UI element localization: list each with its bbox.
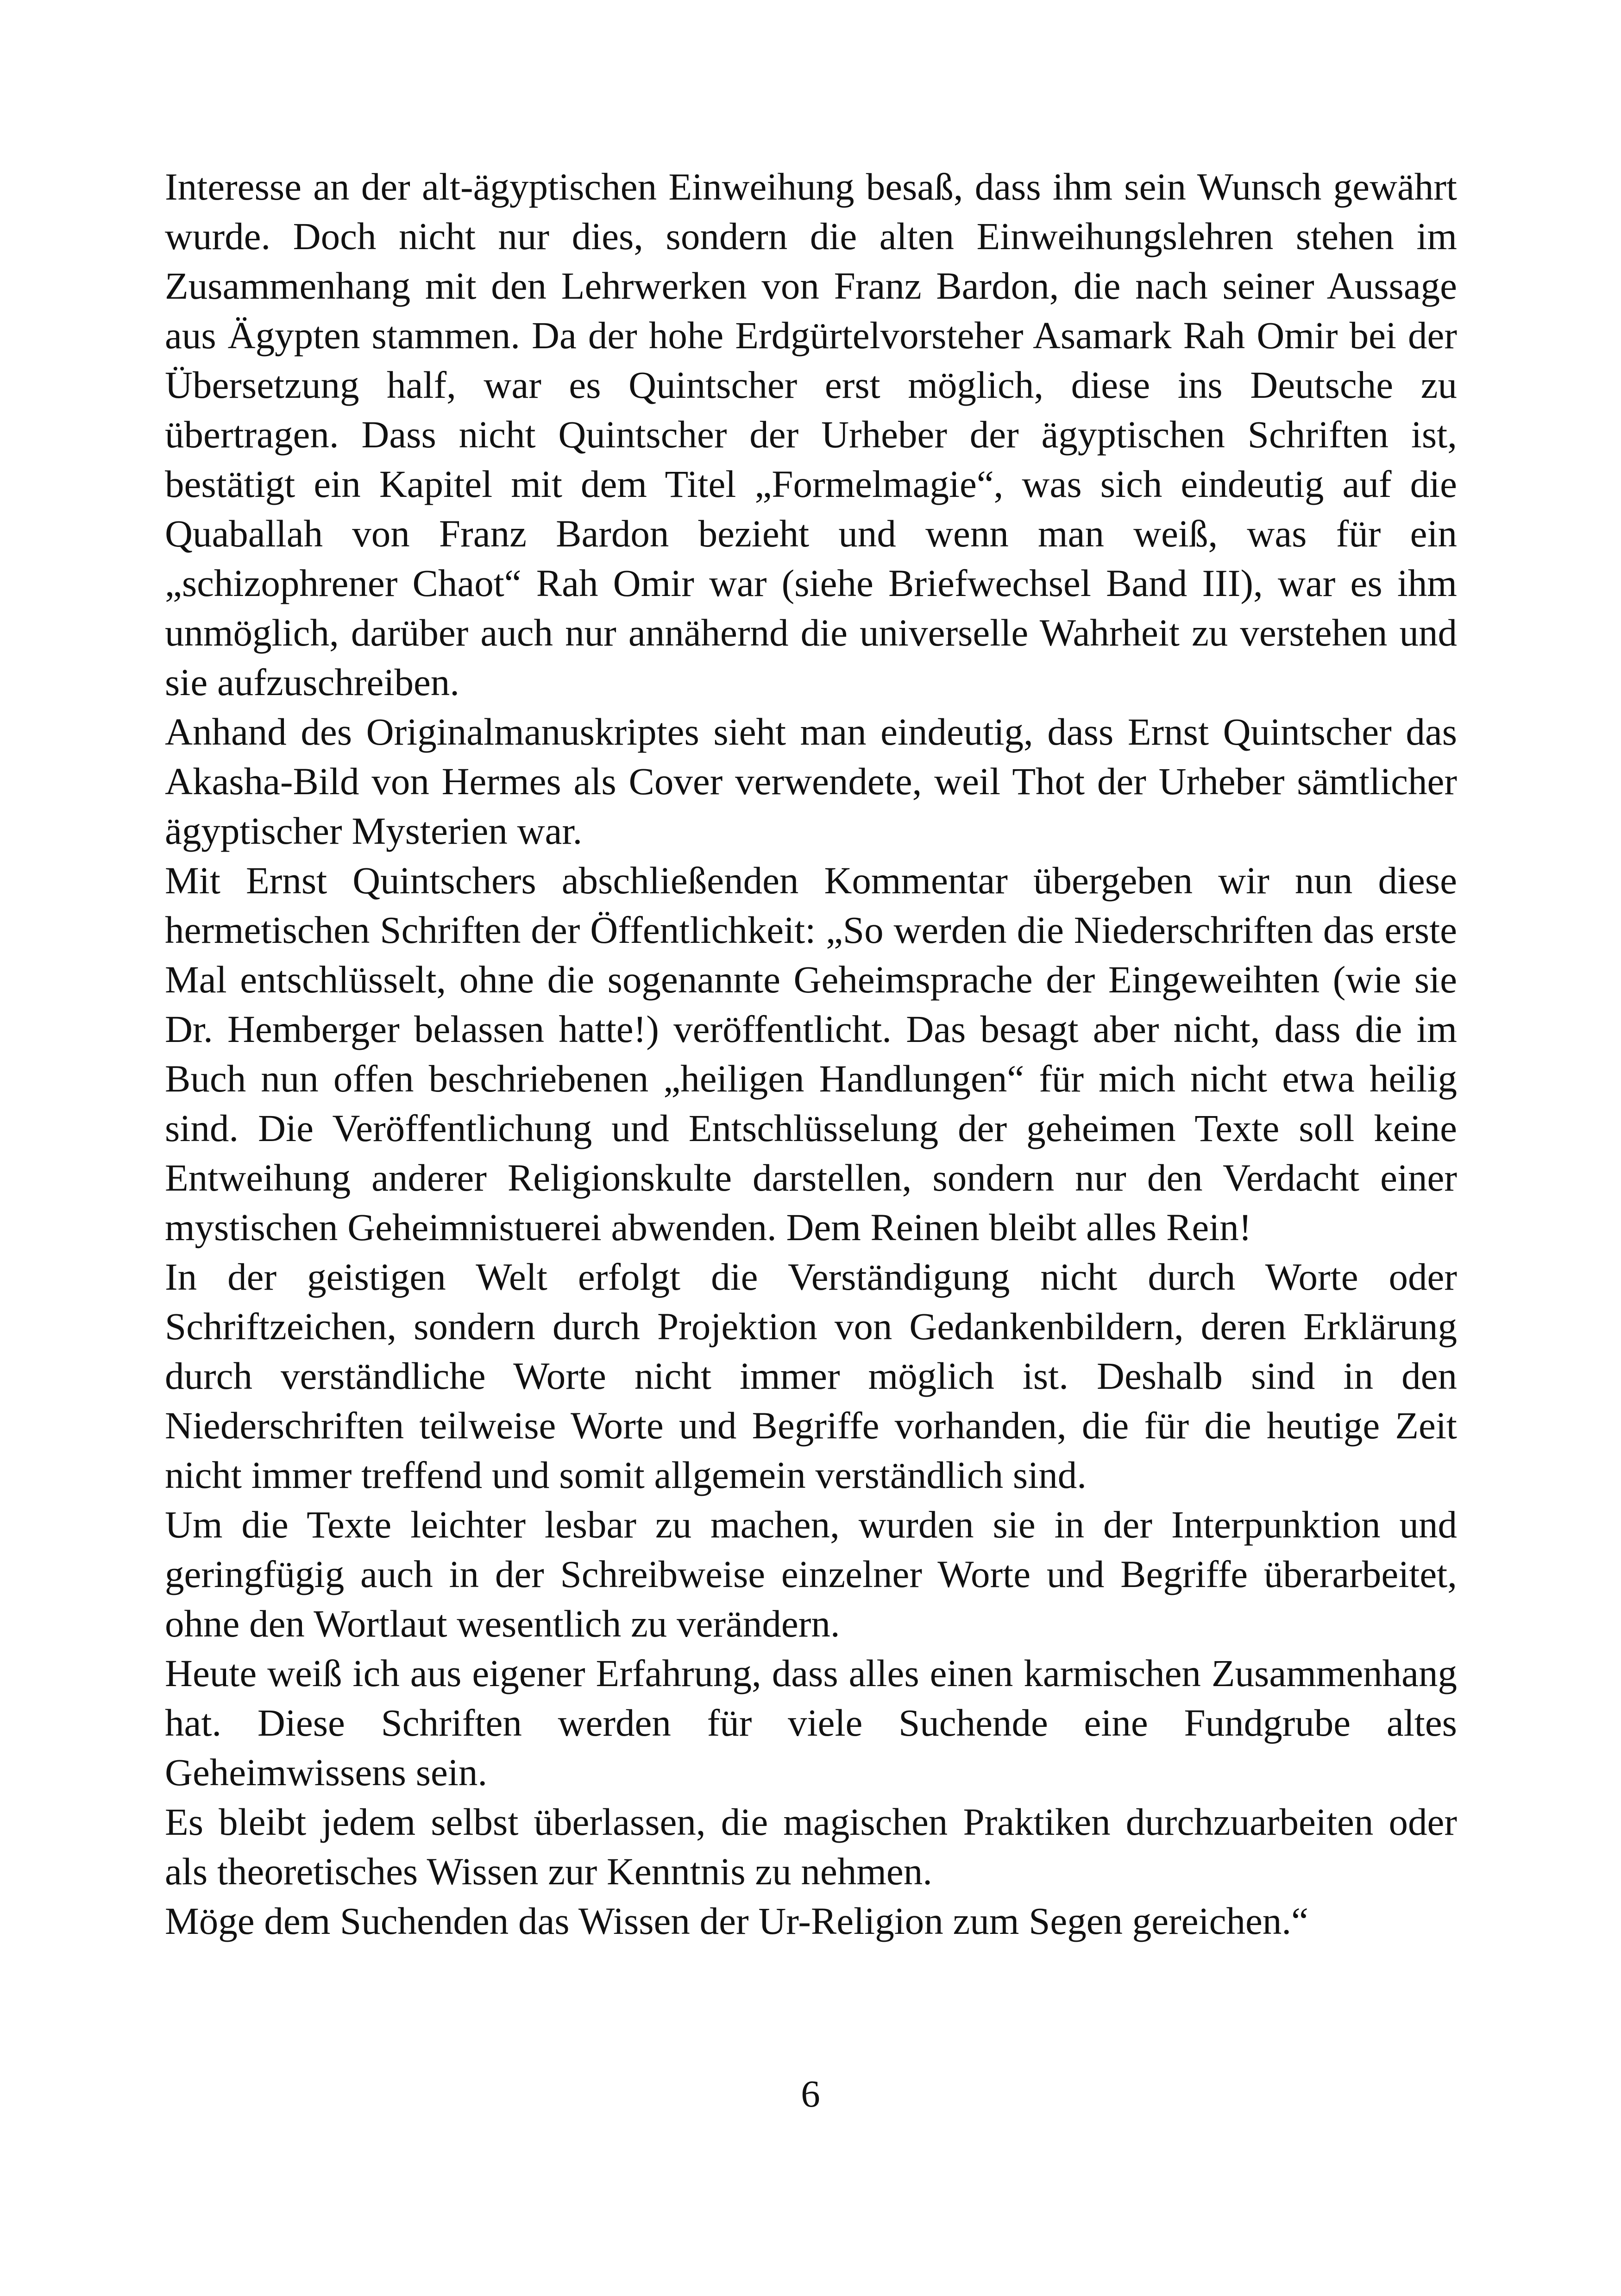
paragraph-7: Es bleibt jedem selbst überlassen, die magischen Praktiken durchzuarbeiten oder als theoretisches Wissen zur Kenntnis zu nehmen. xyxy=(165,1800,1457,1893)
paragraph-1: Interesse an der alt-ägyptischen Einweihung besaß, dass ihm sein Wunsch gewährt wurde. Doch nicht nur dies, sondern die alten Einweihungslehren stehen im Zusammenhang mit den Lehrwerken von Franz Bardon, die nach seiner Aussage aus Ägypten stammen. Da der hohe Erdgürtelvorsteher Asamark Rah Omir bei der Übersetzung half, war es Quintscher erst möglich, diese ins Deutsche zu übertragen. Dass nicht Quintscher der Urheber der ägyptischen Schriften ist, bestätigt ein Kapitel mit dem Titel „Formelmagie“, was sich eindeutig auf die Quaballah von Franz Bardon bezieht und wenn man weiß, was für ein „schizophrener Chaot“ Rah Omir war (siehe Briefwechsel Band III), war es ihm unmöglich, darüber auch nur annähernd die universelle Wahrheit zu verstehen und sie aufzuschreiben. xyxy=(165,165,1457,703)
body-text xyxy=(165,162,1457,1946)
paragraph-5: Um die Texte leichter lesbar zu machen, wurden sie in der Interpunktion und geringfügig auch in der Schreibweise einzelner Worte und Begriffe überarbeitet, ohne den Wortlaut wesentlich zu verändern. xyxy=(165,1503,1457,1645)
paragraph-2: Anhand des Originalmanuskriptes sieht man eindeutig, dass Ernst Quintscher das Akasha-Bild von Hermes als Cover verwendete, weil Thot der Urheber sämtlicher ägyptischer Mysterien war. xyxy=(165,710,1457,852)
paragraph-8: Möge dem Suchenden das Wissen der Ur-Religion zum Segen gereichen.“ xyxy=(165,1900,1308,1942)
paragraph-6: Heute weiß ich aus eigener Erfahrung, dass alles einen karmischen Zusammenhang hat. Diese Schriften werden für viele Suchende eine Fundgrube altes Geheimwissens sein. xyxy=(165,1652,1457,1794)
paragraph-3: Mit Ernst Quintschers abschließenden Kommentar übergeben wir nun diese hermetischen Schriften der Öffentlichkeit: „So werden die Niederschriften das erste Mal entschlüsselt, ohne die sogenannte Geheimsprache der Eingeweihten (wie sie Dr. Hemberger belassen hatte!) veröffentlicht. Das besagt aber nicht, dass die im Buch nun offen beschriebenen „heiligen Handlungen“ für mich nicht etwa heilig sind. Die Veröffentlichung und Entschlüsselung der geheimen Texte soll keine Entweihung anderer Religionskulte darstellen, sondern nur den Verdacht einer mystischen Geheimnistuerei abwenden. Dem Reinen bleibt alles Rein! xyxy=(165,859,1457,1248)
page-number: 6 xyxy=(801,2072,820,2115)
paragraph-4: In der geistigen Welt erfolgt die Verständigung nicht durch Worte oder Schriftzeichen, sondern durch Projektion von Gedankenbildern, deren Erklärung durch verständliche Worte nicht immer möglich ist. Deshalb sind in den Niederschriften teilweise Worte und Begriffe vorhanden, die für die heutige Zeit nicht immer treffend und somit allgemein verständlich sind. xyxy=(165,1255,1457,1496)
